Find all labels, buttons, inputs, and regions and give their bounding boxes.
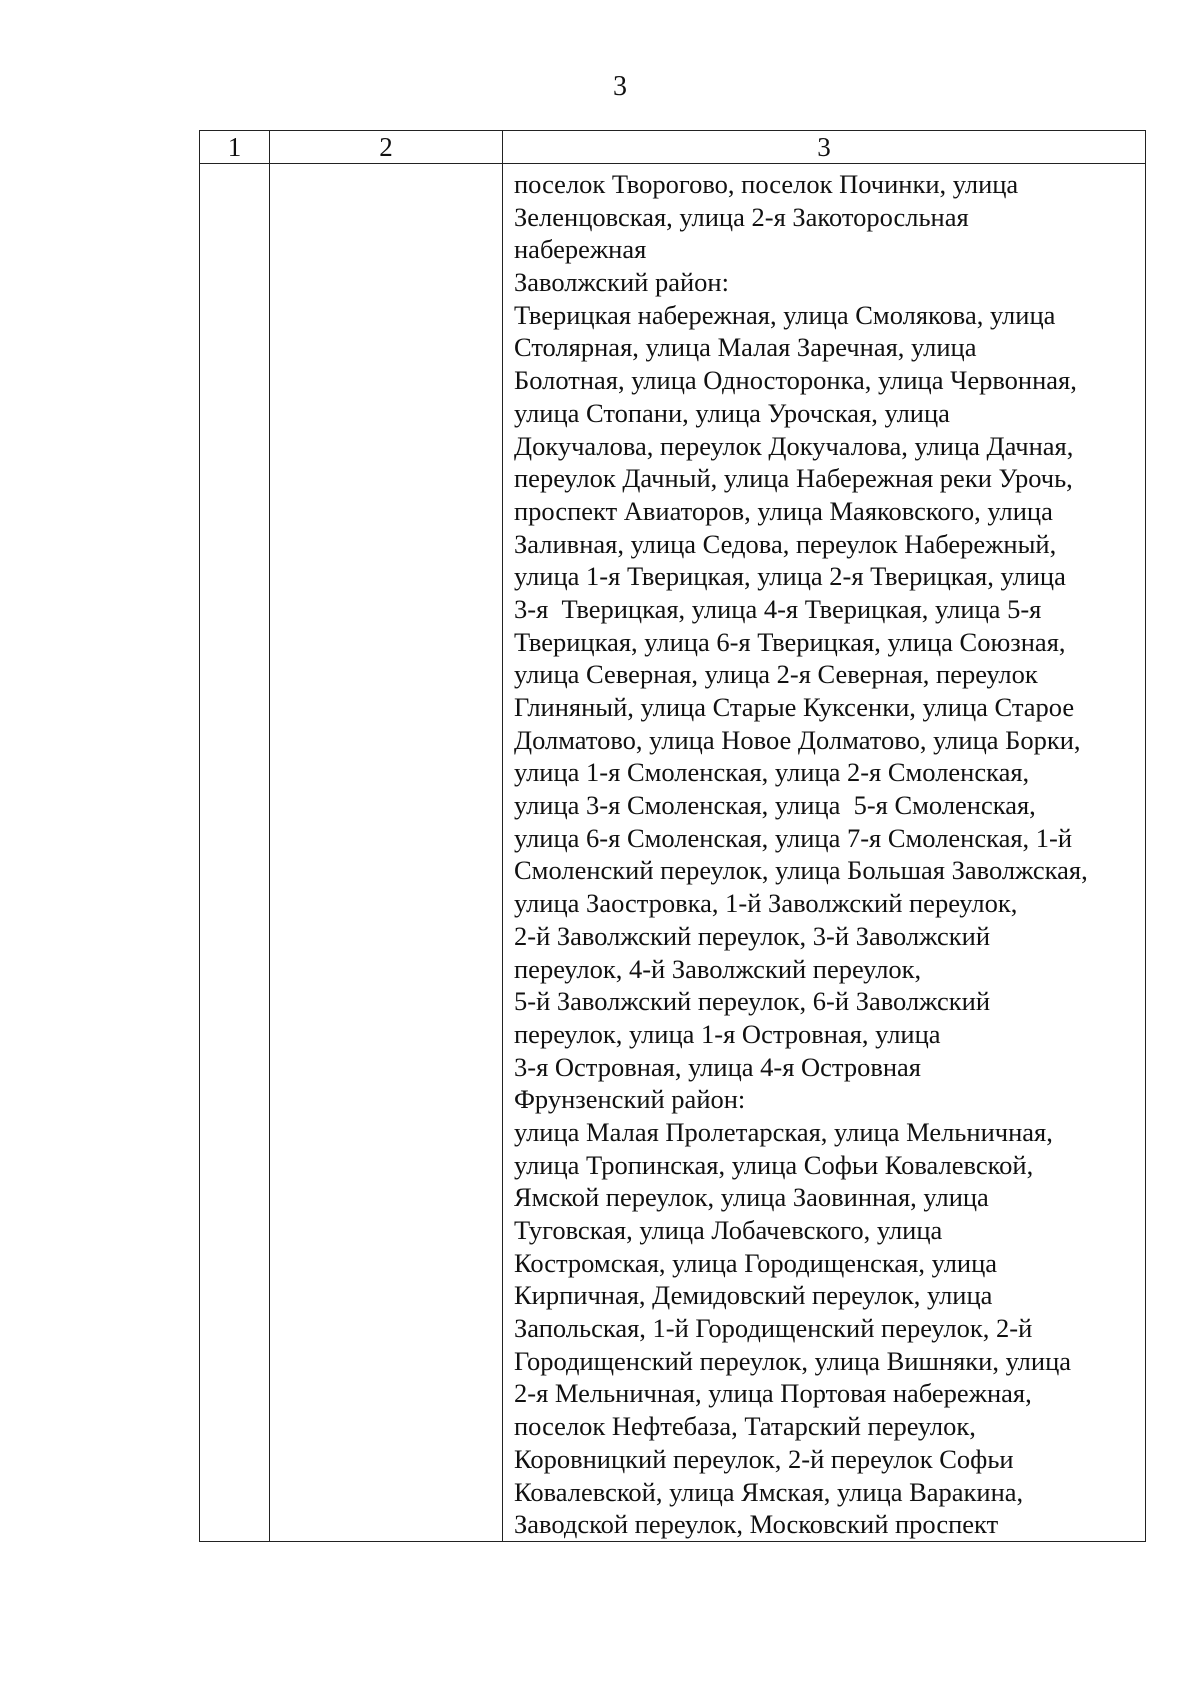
street-list-line: Городищенский переулок, улица Вишняки, улица <box>514 1345 1072 1376</box>
street-list-line: переулок, 4-й Заволжский переулок, <box>514 953 922 984</box>
street-list-line: переулок Дачный, улица Набережная реки Урочь, <box>514 463 1073 494</box>
streets-table <box>199 130 1146 1542</box>
street-list-line: улица 3-я Смоленская, улица 5-я Смоленская, <box>514 790 1036 821</box>
street-list-line: 3-я Островная, улица 4-я Островная <box>514 1051 921 1082</box>
street-list-line: поселок Творогово, поселок Починки, улица <box>514 169 1019 199</box>
street-list-line: Зеленцовская, улица 2-я Закоторосльная <box>514 201 969 232</box>
street-list-line: улица 1-я Тверицкая, улица 2-я Тверицкая, улица <box>514 561 1066 592</box>
street-list-line: улица Северная, улица 2-я Северная, переулок <box>514 659 1038 690</box>
street-list-line: Заводской переулок, Московский проспект <box>514 1509 999 1540</box>
street-list-line: Смоленский переулок, улица Большая Заволжская, <box>514 855 1088 886</box>
street-list-line: улица Малая Пролетарская, улица Мельничная, <box>514 1116 1053 1147</box>
street-list-line: набережная <box>514 234 647 265</box>
street-list-line: 2-й Заволжский переулок, 3-й Заволжский <box>514 920 991 951</box>
header-col-1: 1 <box>200 131 270 164</box>
street-list-line: Докучалова, переулок Докучалова, улица Дачная, <box>514 430 1074 461</box>
street-list-line: Запольская, 1-й Городищенский переулок, 2-й <box>514 1313 1033 1344</box>
street-list-line: Болотная, улица Односторонка, улица Червонная, <box>514 365 1077 396</box>
page-number: 3 <box>613 71 627 102</box>
street-list-line: Туговская, улица Лобачевского, улица <box>514 1215 943 1245</box>
table-header-row <box>200 131 1146 164</box>
table-row <box>200 164 1146 1542</box>
street-list-line: улица Стопани, улица Урочская, улица <box>514 397 950 428</box>
street-list-line: Тверицкая, улица 6-я Тверицкая, улица Союзная, <box>514 626 1066 657</box>
street-list-line: Заливная, улица Седова, переулок Набережный, <box>514 528 1057 559</box>
cell-col-2 <box>270 164 503 1542</box>
street-list-line: Ямской переулок, улица Заовинная, улица <box>514 1182 989 1213</box>
street-list-line: улица 6-я Смоленская, улица 7-я Смоленская, 1-й <box>514 822 1073 853</box>
street-list <box>503 164 1145 1541</box>
street-list-line: Долматово, улица Новое Долматово, улица Борки, <box>514 724 1081 755</box>
street-list-line: Ковалевской, улица Ямская, улица Варакина, <box>514 1476 1024 1507</box>
header-col-3: 3 <box>503 131 1146 164</box>
street-list-line: переулок, улица 1-я Островная, улица <box>514 1018 941 1049</box>
street-list-line: Тверицкая набережная, улица Смолякова, улица <box>514 299 1056 330</box>
street-list-line: поселок Нефтебаза, Татарский переулок, <box>514 1411 976 1442</box>
street-list-line: улица 1-я Смоленская, улица 2-я Смоленская, <box>514 757 1030 788</box>
street-list-line: Заволжский район: <box>514 267 729 298</box>
street-list-line: 3-я Тверицкая, улица 4-я Тверицкая, улица 5-я <box>514 593 1042 624</box>
cell-col-1 <box>200 164 270 1542</box>
street-list-line: улица Тропинская, улица Софьи Ковалевской, <box>514 1149 1034 1180</box>
street-list-line: проспект Авиаторов, улица Маяковского, улица <box>514 495 1053 526</box>
street-list-line: Столярная, улица Малая Заречная, улица <box>514 332 977 363</box>
street-list-line: Глиняный, улица Старые Куксенки, улица Старое <box>514 692 1075 722</box>
header-col-2: 2 <box>270 131 503 164</box>
street-list-line: Коровницкий переулок, 2-й переулок Софьи <box>514 1443 1014 1474</box>
street-list-line: Фрунзенский район: <box>514 1084 746 1115</box>
street-list-line: Кирпичная, Демидовский переулок, улица <box>514 1280 993 1311</box>
street-list-line: улица Заостровка, 1-й Заволжский переулок, <box>514 888 1018 919</box>
street-list-line: Костромская, улица Городищенская, улица <box>514 1247 998 1278</box>
cell-col-3 <box>503 164 1146 1542</box>
street-list-line: 2-я Мельничная, улица Портовая набережная, <box>514 1378 1032 1409</box>
street-list-line: 5-й Заволжский переулок, 6-й Заволжский <box>514 986 991 1017</box>
